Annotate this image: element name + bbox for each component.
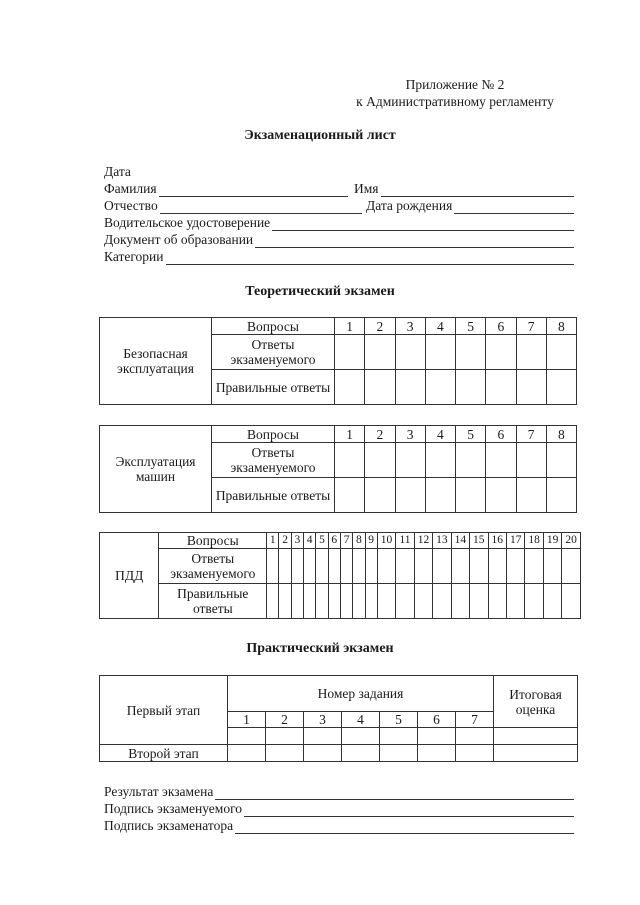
answer-cell [425,443,455,478]
correct-cell [456,478,486,513]
table-row [100,533,581,549]
row-label-correct: Правильные ответы [212,370,335,405]
row-label-questions: Вопросы [212,318,335,335]
table-row [100,426,577,443]
question-number: 3 [291,533,303,549]
field-examinee-signature-label: Подпись экзаменуемого [104,801,243,816]
row-label-correct: Правильные ответы [212,478,335,513]
field-categories [104,248,574,265]
final-grade-header: Итоговая оценка [494,676,578,728]
question-number: 7 [516,426,546,443]
row-label-answers: Ответы экзаменуемого [212,443,335,478]
correct-cell [335,370,365,405]
question-number: 4 [425,318,455,335]
field-license-line [272,218,574,231]
field-patronymic [104,197,362,214]
field-examiner-signature-label: Подпись экзаменатора [104,818,234,833]
question-number: 9 [365,533,377,549]
question-number: 3 [395,318,425,335]
field-result-line [215,787,574,800]
theory-heading: Теоретический экзамен [245,284,395,299]
row-label-correct: Правильные ответы [159,584,267,619]
task-number: 3 [304,712,342,728]
field-birth-date [366,197,574,214]
theory-table-safe-operation [99,317,577,405]
question-number: 7 [340,533,352,549]
field-categories-label: Категории [104,249,164,264]
field-surname-label: Фамилия [104,181,157,196]
correct-cell [365,478,395,513]
question-number: 1 [335,426,365,443]
question-number: 8 [546,426,576,443]
field-examiner-signature-line [235,821,574,834]
correct-cell [365,370,395,405]
field-patronymic-label: Отчество [104,198,158,213]
answer-cell [335,443,365,478]
question-number: 1 [267,533,279,549]
answer-cell [456,443,486,478]
correct-cell [425,370,455,405]
theory-table-machine-operation [99,425,577,513]
correct-cell [516,370,546,405]
practice-table [99,675,578,762]
task-number: 6 [418,712,456,728]
field-examiner-signature [104,817,574,834]
answer-cell [516,335,546,370]
table-row [100,318,577,335]
question-number: 13 [433,533,451,549]
correct-cell [395,370,425,405]
field-result [104,783,574,800]
field-result-label: Результат экзамена [104,784,214,799]
question-number: 6 [486,426,516,443]
task-number-header: Номер задания [228,676,494,712]
row-label-questions: Вопросы [212,426,335,443]
correct-cell [395,478,425,513]
answer-cell [425,335,455,370]
question-number: 7 [516,318,546,335]
field-examinee-signature [104,800,574,817]
answer-cell [365,335,395,370]
section-label: ПДД [100,533,159,619]
question-number: 4 [304,533,316,549]
question-number: 12 [414,533,432,549]
question-number: 2 [279,533,291,549]
question-number: 20 [562,533,581,549]
appendix-reference: к Административному регламенту [356,94,554,109]
field-education-label: Документ об образовании [104,232,254,247]
question-number: 11 [396,533,414,549]
answer-cell [546,443,576,478]
table-row [100,676,578,712]
stage1-label: Первый этап [100,676,228,745]
question-number: 2 [365,426,395,443]
correct-cell [546,478,576,513]
question-number: 19 [543,533,561,549]
question-number: 5 [456,318,486,335]
appendix-note [340,76,570,110]
task-number: 4 [342,712,380,728]
question-number: 5 [316,533,328,549]
answer-cell [486,335,516,370]
page-title: Экзаменационный лист [244,128,396,143]
correct-cell [335,478,365,513]
row-label-answers: Ответы экзаменуемого [159,549,267,584]
answer-cell [486,443,516,478]
field-name [354,180,574,197]
question-number: 16 [488,533,506,549]
table-row [100,584,581,619]
task-number: 1 [228,712,266,728]
question-number: 3 [395,426,425,443]
correct-cell [546,370,576,405]
question-number: 17 [506,533,524,549]
field-surname-line [159,184,348,197]
task-number: 7 [456,712,494,728]
field-date [104,163,574,180]
field-name-label: Имя [354,181,379,196]
field-education [104,231,574,248]
section-label: Безопасная эксплуатация [100,318,212,405]
field-birth-date-line [454,201,574,214]
theory-table-traffic-rules [99,532,581,619]
field-date-label: Дата [104,164,131,179]
question-number: 8 [546,318,576,335]
row-label-questions: Вопросы [159,533,267,549]
field-name-line [381,184,574,197]
question-number: 8 [353,533,365,549]
correct-cell [516,478,546,513]
answer-cell [546,335,576,370]
answer-cell [365,443,395,478]
question-number: 14 [451,533,469,549]
field-patronymic-line [160,201,362,214]
field-categories-line [166,252,574,265]
table-row [100,549,581,584]
question-number: 2 [365,318,395,335]
field-license-label: Водительское удостоверение [104,215,271,230]
question-number: 6 [328,533,340,549]
answer-cell [395,335,425,370]
question-number: 10 [377,533,395,549]
question-number: 6 [486,318,516,335]
question-number: 1 [335,318,365,335]
practice-heading: Практический экзамен [246,641,394,656]
row-label-answers: Ответы экзаменуемого [212,335,335,370]
field-birth-date-label: Дата рождения [366,198,453,213]
correct-cell [456,370,486,405]
answer-cell [456,335,486,370]
correct-cell [425,478,455,513]
stage2-label: Второй этап [100,745,228,762]
field-surname [104,180,348,197]
table-row [100,745,578,762]
field-examinee-signature-line [244,804,574,817]
answer-cell [395,443,425,478]
appendix-number: Приложение № 2 [405,77,505,92]
answer-cell [516,443,546,478]
field-education-line [255,235,574,248]
task-number: 5 [380,712,418,728]
question-number: 4 [425,426,455,443]
question-number: 5 [456,426,486,443]
correct-cell [486,370,516,405]
correct-cell [486,478,516,513]
answer-cell [335,335,365,370]
question-number: 15 [470,533,488,549]
field-license [104,214,574,231]
section-label: Эксплуатация машин [100,426,212,513]
question-number: 18 [525,533,543,549]
task-number: 2 [266,712,304,728]
